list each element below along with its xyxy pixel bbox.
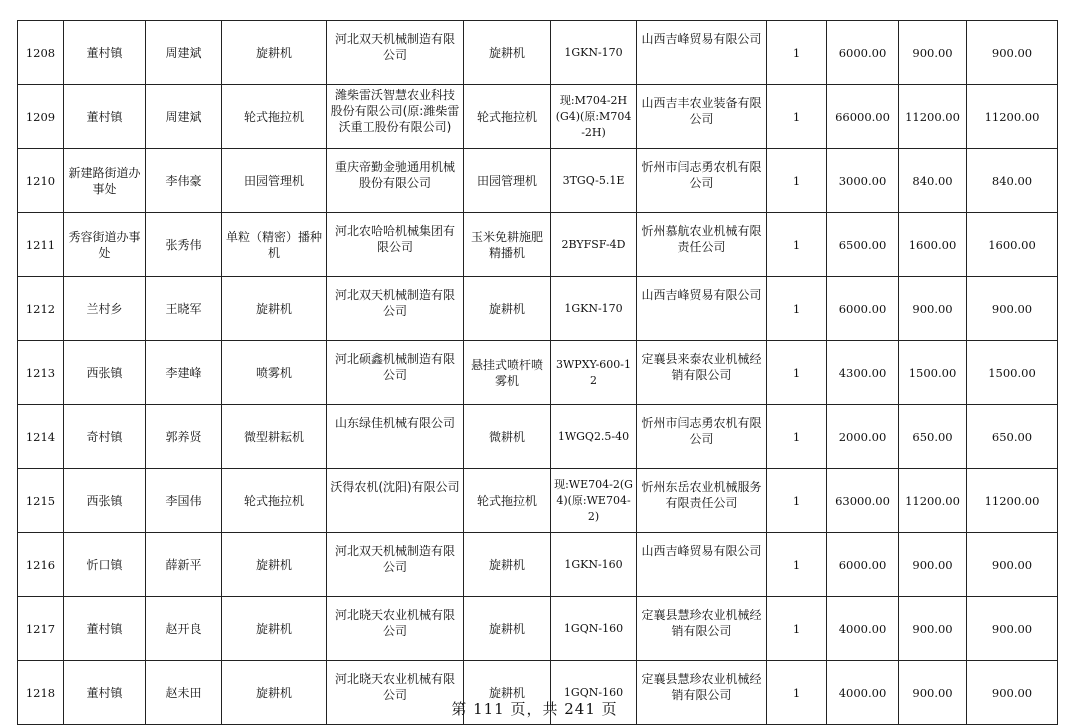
dealer-cell: 定襄县慧珍农业机械经销有限公司 <box>637 661 767 725</box>
buyer-name-cell: 张秀伟 <box>146 213 222 277</box>
dealer-cell: 山西吉峰贸易有限公司 <box>637 277 767 341</box>
quantity-cell: 1 <box>767 341 827 405</box>
subsidy-total-cell: 900.00 <box>967 597 1058 661</box>
model-cell: 1GQN-160 <box>551 661 637 725</box>
dealer-cell: 忻州慕航农业机械有限责任公司 <box>637 213 767 277</box>
town-cell: 董村镇 <box>64 661 146 725</box>
machine-category-cell: 旋耕机 <box>222 597 327 661</box>
dealer-cell: 忻州市闫志勇农机有限公司 <box>637 149 767 213</box>
machine-category-cell: 轮式拖拉机 <box>222 85 327 149</box>
manufacturer-cell: 沃得农机(沈阳)有限公司 <box>327 469 464 533</box>
table-row <box>18 341 1058 405</box>
machine-name-cell: 旋耕机 <box>464 277 551 341</box>
sale-price-cell: 3000.00 <box>827 149 899 213</box>
town-cell: 西张镇 <box>64 341 146 405</box>
manufacturer-cell: 山东绿佳机械有限公司 <box>327 405 464 469</box>
table-row <box>18 85 1058 149</box>
subsidy-total-cell: 900.00 <box>967 661 1058 725</box>
manufacturer-cell: 重庆帝勤金驰通用机械股份有限公司 <box>327 149 464 213</box>
table-row <box>18 597 1058 661</box>
subsidy-amount-cell: 650.00 <box>899 405 967 469</box>
sale-price-cell: 4300.00 <box>827 341 899 405</box>
manufacturer-cell: 河北双天机械制造有限公司 <box>327 277 464 341</box>
town-cell: 董村镇 <box>64 597 146 661</box>
town-cell: 奇村镇 <box>64 405 146 469</box>
manufacturer-cell: 河北双天机械制造有限公司 <box>327 21 464 85</box>
machine-category-cell: 微型耕耘机 <box>222 405 327 469</box>
machine-name-cell: 旋耕机 <box>464 533 551 597</box>
machine-name-cell: 旋耕机 <box>464 21 551 85</box>
sale-price-cell: 6500.00 <box>827 213 899 277</box>
machine-category-cell: 轮式拖拉机 <box>222 469 327 533</box>
buyer-name-cell: 郭养贤 <box>146 405 222 469</box>
row-number-cell: 1215 <box>18 469 64 533</box>
model-cell: 现:WE704-2(G4)(原:WE704-2) <box>551 469 637 533</box>
manufacturer-cell: 河北硕鑫机械制造有限公司 <box>327 341 464 405</box>
sale-price-cell: 6000.00 <box>827 277 899 341</box>
machine-name-cell: 轮式拖拉机 <box>464 469 551 533</box>
subsidy-table <box>17 20 1058 725</box>
quantity-cell: 1 <box>767 21 827 85</box>
quantity-cell: 1 <box>767 469 827 533</box>
subsidy-total-cell: 900.00 <box>967 21 1058 85</box>
dealer-cell: 山西吉峰贸易有限公司 <box>637 21 767 85</box>
sale-price-cell: 6000.00 <box>827 21 899 85</box>
buyer-name-cell: 赵开良 <box>146 597 222 661</box>
town-cell: 秀容街道办事处 <box>64 213 146 277</box>
subsidy-total-cell: 840.00 <box>967 149 1058 213</box>
quantity-cell: 1 <box>767 277 827 341</box>
dealer-cell: 忻州东岳农业机械服务有限责任公司 <box>637 469 767 533</box>
quantity-cell: 1 <box>767 405 827 469</box>
table-row <box>18 469 1058 533</box>
machine-name-cell: 田园管理机 <box>464 149 551 213</box>
dealer-cell: 定襄县来泰农业机械经销有限公司 <box>637 341 767 405</box>
model-cell: 3WPXY-600-12 <box>551 341 637 405</box>
machine-name-cell: 微耕机 <box>464 405 551 469</box>
row-number-cell: 1210 <box>18 149 64 213</box>
manufacturer-text: 潍柴雷沃智慧农业科技股份有限公司(原:潍柴雷沃重工股份有限公司) <box>330 88 460 134</box>
dealer-cell: 山西吉峰贸易有限公司 <box>637 533 767 597</box>
quantity-cell: 1 <box>767 149 827 213</box>
subsidy-total-cell: 900.00 <box>967 277 1058 341</box>
quantity-cell: 1 <box>767 533 827 597</box>
subsidy-amount-cell: 1600.00 <box>899 213 967 277</box>
table-row <box>18 149 1058 213</box>
subsidy-total-cell: 11200.00 <box>967 469 1058 533</box>
machine-category-cell: 旋耕机 <box>222 277 327 341</box>
row-number-cell: 1212 <box>18 277 64 341</box>
table-row <box>18 277 1058 341</box>
subsidy-amount-cell: 900.00 <box>899 597 967 661</box>
sale-price-cell: 6000.00 <box>827 533 899 597</box>
sale-price-cell: 66000.00 <box>827 85 899 149</box>
row-number-cell: 1211 <box>18 213 64 277</box>
subsidy-amount-cell: 900.00 <box>899 661 967 725</box>
sale-price-cell: 63000.00 <box>827 469 899 533</box>
machine-name-cell: 旋耕机 <box>464 597 551 661</box>
buyer-name-cell: 赵未田 <box>146 661 222 725</box>
machine-category-cell: 单粒（精密）播种机 <box>222 213 327 277</box>
buyer-name-cell: 王晓军 <box>146 277 222 341</box>
machine-name-cell: 玉米免耕施肥精播机 <box>464 213 551 277</box>
row-number-cell: 1209 <box>18 85 64 149</box>
model-cell: 1GQN-160 <box>551 597 637 661</box>
subsidy-amount-cell: 840.00 <box>899 149 967 213</box>
table-row <box>18 213 1058 277</box>
model-cell: 1GKN-170 <box>551 277 637 341</box>
manufacturer-cell: 河北农哈哈机械集团有限公司 <box>327 213 464 277</box>
dealer-cell: 忻州市闫志勇农机有限公司 <box>637 405 767 469</box>
machine-category-cell: 旋耕机 <box>222 661 327 725</box>
subsidy-amount-cell: 11200.00 <box>899 85 967 149</box>
model-cell: 1WGQ2.5-40 <box>551 405 637 469</box>
row-number-cell: 1218 <box>18 661 64 725</box>
buyer-name-cell: 李国伟 <box>146 469 222 533</box>
subsidy-total-cell: 650.00 <box>967 405 1058 469</box>
subsidy-amount-cell: 900.00 <box>899 533 967 597</box>
table-row <box>18 21 1058 85</box>
model-cell: 1GKN-160 <box>551 533 637 597</box>
row-number-cell: 1216 <box>18 533 64 597</box>
model-cell: 1GKN-170 <box>551 21 637 85</box>
machine-name-cell: 旋耕机 <box>464 661 551 725</box>
buyer-name-cell: 李伟豪 <box>146 149 222 213</box>
sale-price-cell: 4000.00 <box>827 661 899 725</box>
buyer-name-cell: 李建峰 <box>146 341 222 405</box>
table-row <box>18 405 1058 469</box>
quantity-cell: 1 <box>767 597 827 661</box>
subsidy-amount-cell: 1500.00 <box>899 341 967 405</box>
subsidy-total-cell: 1600.00 <box>967 213 1058 277</box>
buyer-name-cell: 周建斌 <box>146 85 222 149</box>
row-number-cell: 1214 <box>18 405 64 469</box>
machine-category-cell: 旋耕机 <box>222 21 327 85</box>
quantity-cell: 1 <box>767 661 827 725</box>
subsidy-total-cell: 11200.00 <box>967 85 1058 149</box>
table-body <box>18 21 1058 725</box>
town-cell: 忻口镇 <box>64 533 146 597</box>
row-number-cell: 1217 <box>18 597 64 661</box>
row-number-cell: 1213 <box>18 341 64 405</box>
quantity-cell: 1 <box>767 85 827 149</box>
dealer-cell: 定襄县慧珍农业机械经销有限公司 <box>637 597 767 661</box>
sale-price-cell: 2000.00 <box>827 405 899 469</box>
buyer-name-cell: 周建斌 <box>146 21 222 85</box>
model-cell: 3TGQ-5.1E <box>551 149 637 213</box>
subsidy-amount-cell: 900.00 <box>899 277 967 341</box>
table-row <box>18 533 1058 597</box>
sale-price-cell: 4000.00 <box>827 597 899 661</box>
town-cell: 董村镇 <box>64 21 146 85</box>
town-cell: 兰村乡 <box>64 277 146 341</box>
buyer-name-cell: 薛新平 <box>146 533 222 597</box>
subsidy-amount-cell: 11200.00 <box>899 469 967 533</box>
machine-category-cell: 旋耕机 <box>222 533 327 597</box>
row-number-cell: 1208 <box>18 21 64 85</box>
subsidy-amount-cell: 900.00 <box>899 21 967 85</box>
manufacturer-cell: 河北晓天农业机械有限公司 <box>327 661 464 725</box>
model-cell: 2BYFSF-4D <box>551 213 637 277</box>
machine-category-cell: 喷雾机 <box>222 341 327 405</box>
machine-category-cell: 田园管理机 <box>222 149 327 213</box>
manufacturer-cell: 河北晓天农业机械有限公司 <box>327 597 464 661</box>
model-cell: 现:M704-2H(G4)(原:M704-2H) <box>551 85 637 149</box>
subsidy-total-cell: 900.00 <box>967 533 1058 597</box>
town-cell: 新建路街道办事处 <box>64 149 146 213</box>
machine-name-cell: 轮式拖拉机 <box>464 85 551 149</box>
page-number-footer: 第 111 页，共 241 页 <box>451 700 618 718</box>
town-cell: 董村镇 <box>64 85 146 149</box>
town-cell: 西张镇 <box>64 469 146 533</box>
manufacturer-cell: 河北双天机械制造有限公司 <box>327 533 464 597</box>
subsidy-total-cell: 1500.00 <box>967 341 1058 405</box>
quantity-cell: 1 <box>767 213 827 277</box>
manufacturer-cell <box>327 85 464 149</box>
machine-name-cell: 悬挂式喷杆喷雾机 <box>464 341 551 405</box>
dealer-cell: 山西吉丰农业装备有限公司 <box>637 85 767 149</box>
